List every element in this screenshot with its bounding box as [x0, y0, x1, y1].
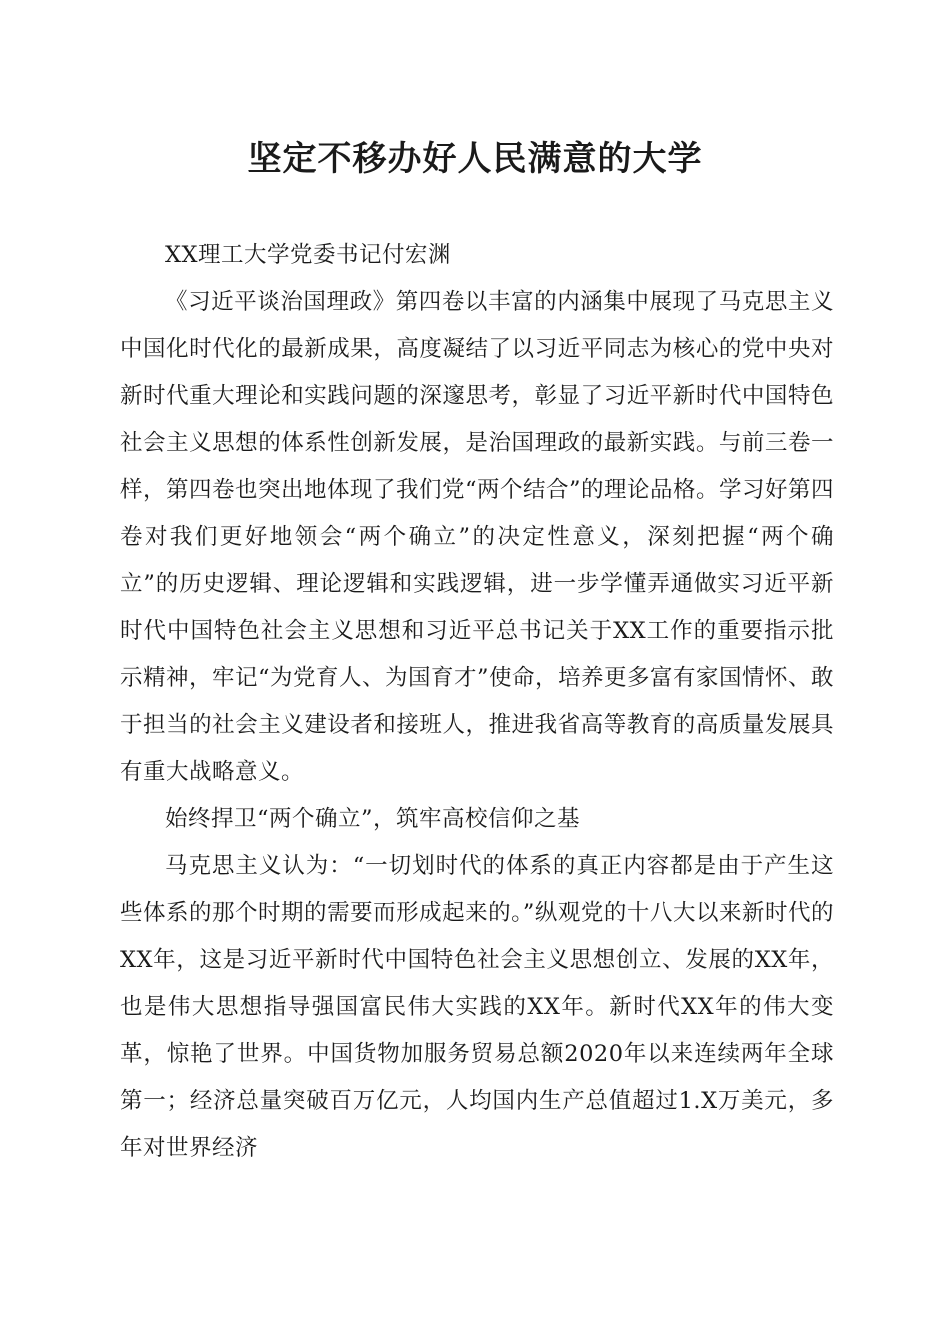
body-paragraph: 马克思主义认为：“一切划时代的体系的真正内容都是由于产生这些体系的那个时期的需要而形成起来的。”纵观党的十八大以来新时代的XX年，这是习近平新时代中国特色社会主义思想创立、发展的XX年，也是伟大思想指导强国富民伟大实践的XX年。新时代XX年的伟大变革，惊艳了世界。中国货物加服务贸易总额2020年以来连续两年全球第一；经济总量突破百万亿元，人均国内生产总值超过1.X万美元，多年对世界经济 — [120, 853, 834, 1161]
document-title: 坚定不移办好人民满意的大学 — [247, 139, 703, 179]
section-heading: 始终捍卫“两个确立”，筑牢高校信仰之基 — [165, 806, 581, 832]
body-paragraph: 《习近平谈治国理政》第四卷以丰富的内涵集中展现了马克思主义中国化时代化的最新成果，高度凝结了以习近平同志为核心的党中央对新时代重大理论和实践问题的深邃思考，彰显了习近平新时代中国特色社会主义思想的体系性创新发展，是治国理政的最新实践。与前三卷一样，第四卷也突出地体现了我们党“两个结合”的理论品格。学习好第四卷对我们更好地领会“两个确立”的决定性意义，深刻把握“两个确立”的历史逻辑、理论逻辑和实践逻辑，进一步学懂弄通做实习近平新时代中国特色社会主义思想和习近平总书记关于XX工作的重要指示批示精神，牢记“为党育人、为国育才”使命，培养更多富有家国情怀、敢于担当的社会主义建设者和接班人，推进我省高等教育的高质量发展具有重大战略意义。 — [120, 289, 835, 785]
author-line: XX理工大学党委书记付宏渊 — [165, 242, 452, 268]
document-body — [120, 232, 834, 1172]
